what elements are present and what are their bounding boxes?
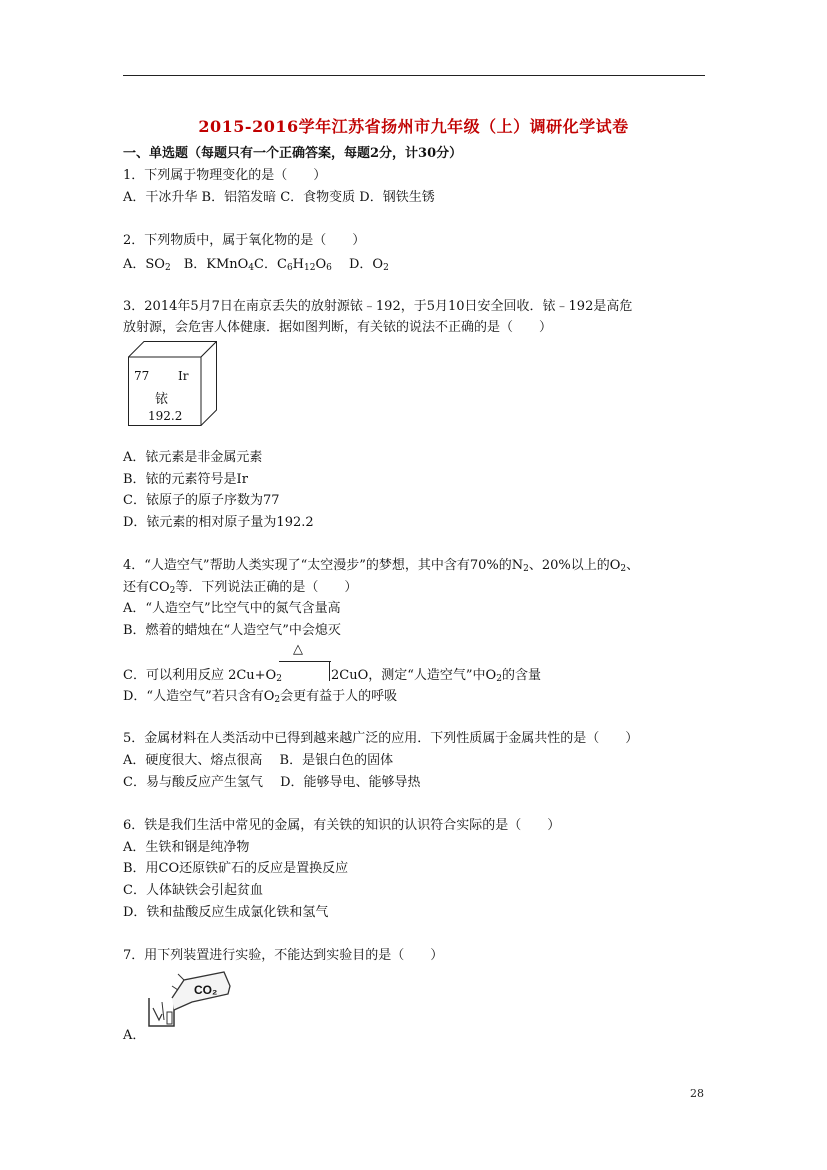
question-1-stem: 1．下列属于物理变化的是（ ） [123, 168, 327, 183]
question-3-stem-line1: 3．2014年5月7日在南京丢失的放射源铱﹣192，于5月10日安全回收．铱﹣192是高危 [123, 299, 633, 314]
question-3-option-b: B．铱的元素符号是Ir [123, 472, 248, 487]
question-5-options-row2: C．易与酸反应产生氢气 D．能够导电、能够导热 [123, 775, 421, 790]
question-2-stem: 2．下列物质中，属于氧化物的是（ ） [123, 233, 366, 248]
question-4-stem-line2: 还有$CO_2$等．下列说法正确的是（ ） [123, 580, 358, 596]
question-4-option-a: A．“人造空气”比空气中的氮气含量高 [123, 601, 341, 616]
question-4-option-d: D．“人造空气”若只含有$O_2$会更有益于人的呼吸 [123, 689, 398, 705]
question-4-option-b: B．燃着的蜡烛在“人造空气”中会熄灭 [123, 623, 341, 638]
element-mass: 192.2 [148, 409, 183, 423]
reaction-arrow-tick [329, 661, 330, 681]
question-6-option-d: D．铁和盐酸反应生成氯化铁和氢气 [123, 905, 329, 920]
question-6-option-b: B．用CO还原铁矿石的反应是置换反应 [123, 861, 349, 876]
co2-pouring-figure [148, 968, 232, 1030]
question-3-option-d: D．铱元素的相对原子量为192.2 [123, 515, 314, 530]
element-symbol: Ir [178, 369, 189, 383]
question-4-stem-line1: 4．“人造空气”帮助人类实现了“太空漫步”的梦想，其中含有70%的$N_2$、20%以上的$O_2$、 [123, 558, 640, 574]
question-6-option-a: A．生铁和钢是纯净物 [123, 840, 250, 855]
section-heading: 一、单选题（每题只有一个正确答案，每题2分，计30分） [123, 146, 463, 161]
heat-condition-icon: △ [293, 642, 303, 657]
page-number: 28 [690, 1087, 704, 1100]
question-5-options-row1: A．硬度很大、熔点很高 B．是银白色的固体 [123, 753, 394, 768]
co2-label: CO₂ [194, 983, 218, 997]
element-name: 铱 [155, 392, 169, 407]
question-1-options: A．干冰升华 B．铝箔发暗 C．食物变质 D．钢铁生锈 [123, 190, 435, 205]
question-3-option-c: C．铱原子的原子序数为77 [123, 493, 280, 508]
question-4-option-c-left: C．可以利用反应 $2Cu+O_2$ [123, 668, 282, 684]
question-3-option-a: A．铱元素是非金属元素 [123, 450, 263, 465]
question-5-stem: 5．金属材料在人类活动中已得到越来越广泛的应用．下列性质属于金属共性的是（ ） [123, 731, 639, 746]
question-3-stem-line2: 放射源，会危害人体健康．据如图判断，有关铱的说法不正确的是（ ） [123, 320, 553, 335]
question-6-option-c: C．人体缺铁会引起贫血 [123, 883, 263, 898]
question-2-options: A．$SO_2$ B．KMnO$_4$C．$C_6H_{12}O_6$ D．$O_2$ [123, 257, 389, 273]
header-rule [123, 75, 705, 76]
question-6-stem: 6．铁是我们生活中常见的金属，有关铁的知识的认识符合实际的是（ ） [123, 818, 561, 833]
question-7-option-a: A． [123, 1028, 146, 1043]
question-7-stem: 7．用下列装置进行实验，不能达到实验目的是（ ） [123, 948, 444, 963]
element-atomic-number: 77 [134, 369, 150, 383]
reaction-arrow-line [279, 661, 331, 662]
question-4-option-c-right: 2CuO，测定“人造空气”中$O_2$的含量 [331, 668, 541, 684]
page-title: 2015-2016学年江苏省扬州市九年级（上）调研化学试卷 [198, 117, 629, 136]
